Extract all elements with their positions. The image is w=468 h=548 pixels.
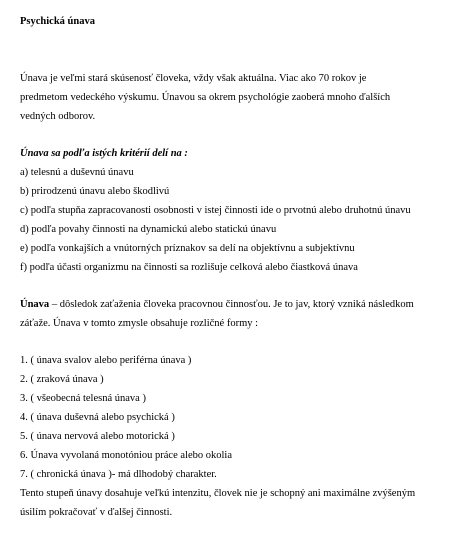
intro-line: Únava je veľmi stará skúsenosť človeka, vždy však aktuálna. Viac ako 70 rokov je — [20, 73, 367, 84]
form-item: 1. ( únava svalov alebo periférna únava ) — [20, 355, 192, 366]
definition-text: – dôsledok zaťaženia človeka pracovnou činnosťou. Je to jav, ktorý vzniká následkom — [49, 299, 414, 310]
form-item: 7. ( chronická únava )- má dlhodobý charakter. — [20, 469, 217, 480]
form-item: 5. ( únava nervová alebo motorická ) — [20, 431, 175, 442]
forms-list — [20, 351, 460, 484]
paragraph-gap — [20, 277, 460, 295]
intro-line: predmetom vedeckého výskumu. Únavou sa okrem psychológie zaoberá mnoho ďalších — [20, 92, 391, 103]
criteria-item: c) podľa stupňa zapracovanosti osobnosti v istej činnosti ide o prvotnú alebo druhotnú únavu — [20, 205, 411, 216]
intro-paragraph — [20, 69, 460, 126]
form-item: 4. ( únava duševná alebo psychická ) — [20, 412, 175, 423]
document-page — [20, 14, 460, 522]
form-item: 2. ( zraková únava ) — [20, 374, 104, 385]
form-item: 6. Únava vyvolaná monotóniou práce alebo okolia — [20, 450, 232, 461]
definition-paragraph — [20, 295, 460, 333]
definition-term: Únava — [20, 299, 50, 310]
definition-line: záťaže. Únava v tomto zmysle obsahuje rozličné formy : — [20, 318, 259, 329]
definition-line — [20, 295, 460, 314]
intro-line: vedných odborov. — [20, 111, 96, 122]
paragraph-gap — [20, 126, 460, 144]
closing-line: Tento stupeň únavy dosahuje veľkú intenzitu, človek nie je schopný ani maximálne zvýšeným — [20, 488, 416, 499]
criteria-item: b) prirodzenú únavu alebo škodlivú — [20, 186, 170, 197]
criteria-section — [20, 144, 460, 277]
document-title: Psychická únava — [20, 16, 95, 27]
paragraph-gap — [20, 333, 460, 351]
criteria-item: e) podľa vonkajších a vnútorných príznakov sa delí na objektívnu a subjektívnu — [20, 243, 355, 254]
form-item: 3. ( všeobecná telesná únava ) — [20, 393, 146, 404]
closing-line: úsilím pokračovať v ďalšej činnosti. — [20, 507, 173, 518]
criteria-item: d) podľa povahy činnosti na dynamickú alebo statickú únavu — [20, 224, 277, 235]
criteria-heading: Únava sa podľa istých kritérií delí na : — [20, 148, 188, 159]
closing-paragraph — [20, 484, 460, 522]
criteria-item: f) podľa účasti organizmu na činnosti sa rozlišuje celková alebo čiastková únava — [20, 262, 358, 273]
criteria-item: a) telesnú a duševnú únavu — [20, 167, 134, 178]
